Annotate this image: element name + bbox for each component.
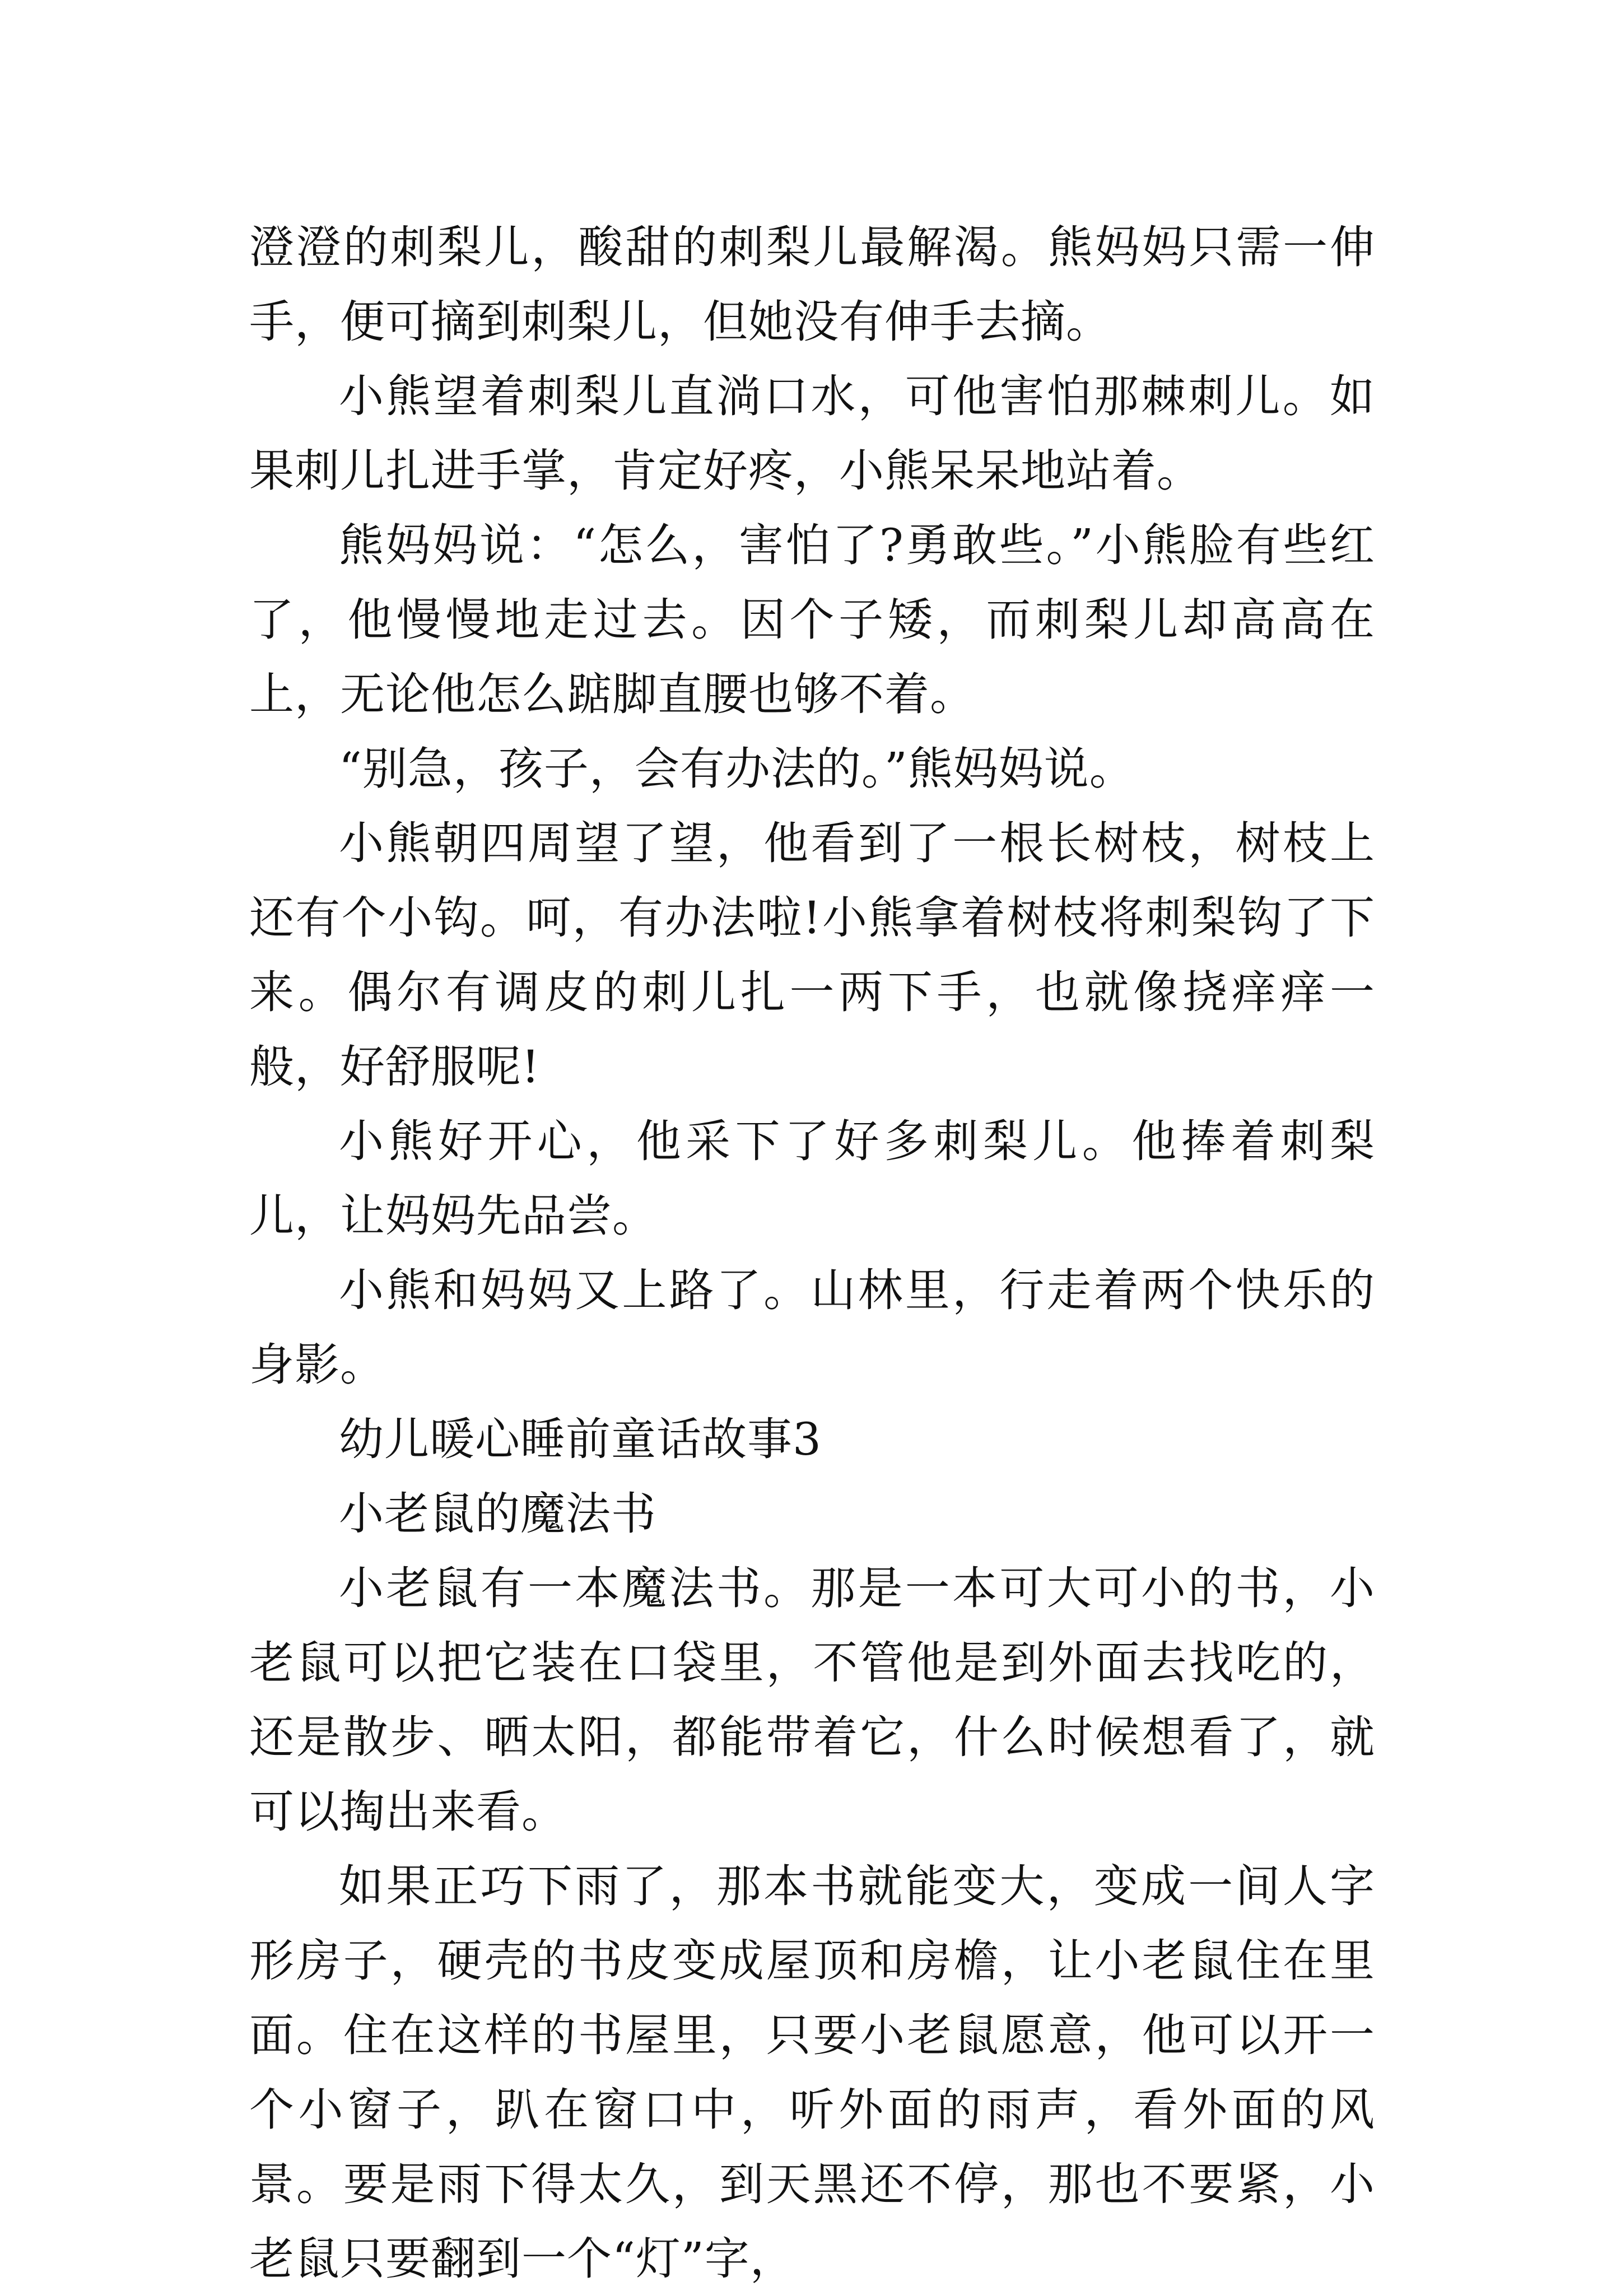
paragraph-3: 熊妈妈说：“怎么，害怕了?勇敢些。”小熊脸有些红了，他慢慢地走过去。因个子矮，而刺梨儿却高高在上，无论他怎么踮脚直腰也够不着。 (249, 519, 1375, 720)
paragraph-5: 小熊朝四周望了望，他看到了一根长树枝，树枝上还有个小钩。呵，有办法啦!小熊拿着树枝将刺梨钩了下来。偶尔有调皮的刺儿扎一两下手，也就像挠痒痒一般，好舒服呢! (249, 817, 1375, 1093)
paragraph-2: 小熊望着刺梨儿直淌口水，可他害怕那棘刺儿。如果刺儿扎进手掌，肯定好疼，小熊呆呆地站着。 (249, 370, 1375, 497)
paragraph-1: 澄澄的刺梨儿，酸甜的刺梨儿最解渴。熊妈妈只需一伸手，便可摘到刺梨儿，但她没有伸手去摘。 (249, 221, 1375, 348)
story-title: 小老鼠的魔法书 (339, 1488, 656, 1540)
document-body (249, 210, 1375, 2296)
paragraph-6: 小熊好开心，他采下了好多刺梨儿。他捧着刺梨儿，让妈妈先品尝。 (249, 1115, 1375, 1242)
paragraph-4: “别急，孩子，会有办法的。”熊妈妈说。 (339, 743, 1135, 795)
paragraph-9: 如果正巧下雨了，那本书就能变大，变成一间人字形房子，硬壳的书皮变成屋顶和房檐，让小老鼠住在里面。住在这样的书屋里，只要小老鼠愿意，他可以开一个小窗子，趴在窗口中，听外面的雨声，看外面的风景。要是雨下得太久，到天黑还不停，那也不要紧，小老鼠只要翻到一个“灯”字， (249, 1860, 1375, 2285)
story-heading: 幼儿暖心睡前童话故事3 (339, 1413, 822, 1465)
paragraph-8: 小老鼠有一本魔法书。那是一本可大可小的书，小老鼠可以把它装在口袋里，不管他是到外面去找吃的，还是散步、晒太阳，都能带着它，什么时候想看了，就可以掏出来看。 (249, 1562, 1375, 1838)
paragraph-7: 小熊和妈妈又上路了。山林里，行走着两个快乐的身影。 (249, 1264, 1375, 1391)
